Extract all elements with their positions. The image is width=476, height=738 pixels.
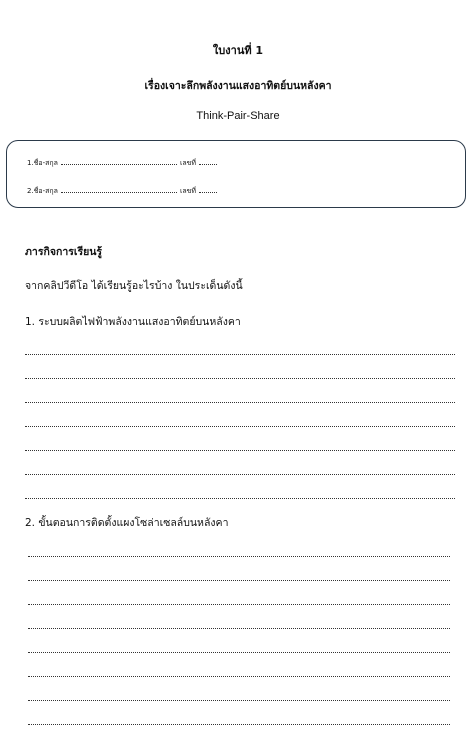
answer-line[interactable] [28, 652, 450, 653]
answer-line[interactable] [28, 556, 450, 557]
answer-line[interactable] [28, 724, 450, 725]
answer-line[interactable] [25, 354, 455, 355]
name-blank[interactable] [61, 186, 177, 193]
answer-line[interactable] [28, 604, 450, 605]
number-label: เลขที่ [179, 187, 197, 195]
answer-line[interactable] [25, 378, 455, 379]
worksheet-subtitle: เรื่องเจาะลึกพลังงานแสงอาทิตย์บนหลังคา [144, 80, 332, 92]
answer-line[interactable] [28, 628, 450, 629]
answer-line[interactable] [25, 450, 455, 451]
student-name-box [6, 140, 466, 208]
activity-intro: จากคลิปวีดีโอ ได้เรียนรู้อะไรบ้าง ในประเด็นดังนี้ [25, 280, 243, 292]
answer-line[interactable] [25, 474, 455, 475]
name-blank[interactable] [61, 158, 177, 165]
answer-line[interactable] [25, 426, 455, 427]
student-row-2 [27, 186, 220, 197]
method-label: Think-Pair-Share [196, 110, 280, 122]
answer-line[interactable] [28, 580, 450, 581]
answer-line[interactable] [28, 676, 450, 677]
number-blank[interactable] [199, 186, 217, 193]
activity-heading: ภารกิจการเรียนรู้ [25, 246, 103, 258]
number-blank[interactable] [199, 158, 217, 165]
student-row-1 [27, 158, 220, 169]
question-2: 2. ขั้นตอนการติดตั้งแผงโซล่าเซลล์บนหลังคา [25, 517, 229, 529]
page-title: ใบงานที่ 1 [212, 44, 264, 57]
name-label: 2.ชื่อ-สกุล [27, 187, 58, 195]
answer-line[interactable] [25, 498, 455, 499]
answer-line[interactable] [28, 700, 450, 701]
answer-line[interactable] [25, 402, 455, 403]
name-label: 1.ชื่อ-สกุล [27, 159, 58, 167]
question-1: 1. ระบบผลิตไฟฟ้าพลังงานแสงอาทิตย์บนหลังคา [25, 316, 241, 328]
number-label: เลขที่ [179, 159, 197, 167]
